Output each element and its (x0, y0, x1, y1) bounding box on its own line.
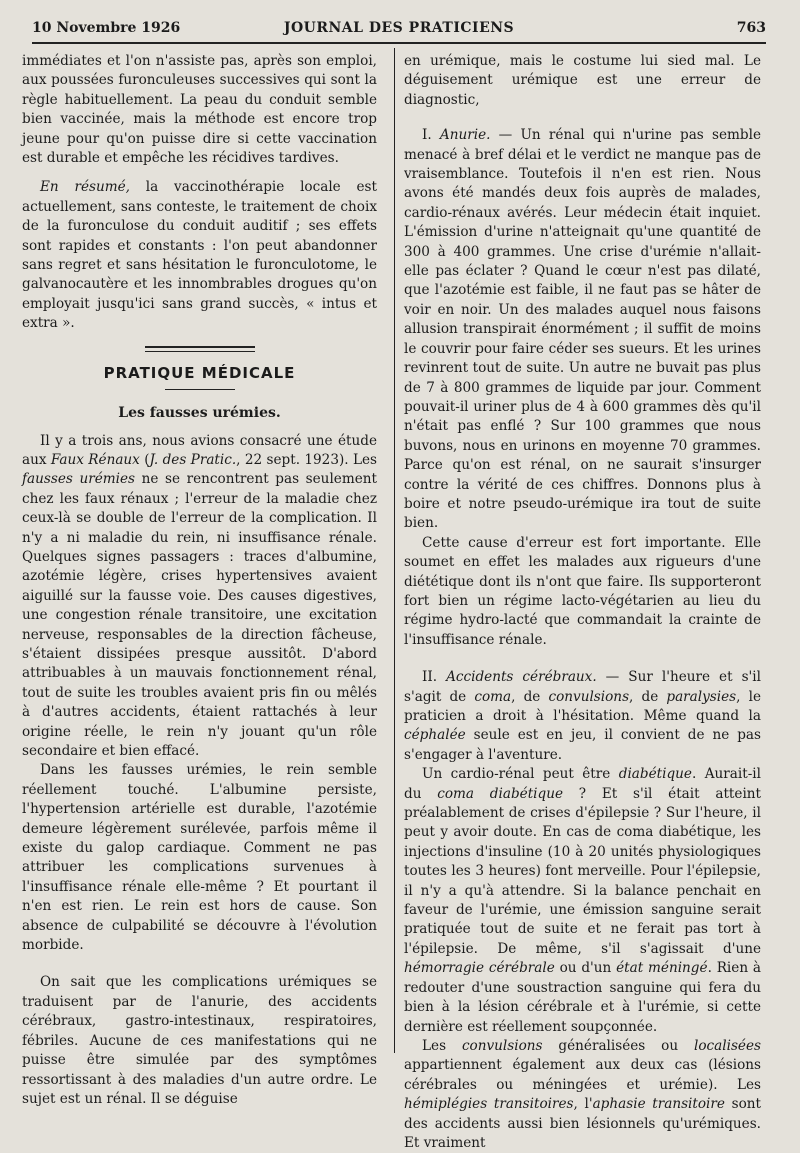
journal-title: JOURNAL DES PRATICIENS (283, 20, 515, 36)
paragraph: Les convulsions généralisées ou localisées appartiennent également aux deux cas (lésions cérébrales ou méningées et urémie). Les hémiplégies transitoires, l'aphasie transitoire sont des accidents aussi bien lésionnels qu'urémiques. Et vraiment (404, 1037, 761, 1151)
header-date: 10 Novembre 1926 (32, 20, 181, 36)
section-separator (145, 346, 255, 352)
column-divider (394, 48, 395, 1053)
page-number: 763 (736, 20, 766, 36)
paragraph: immédiates et l'on n'assiste pas, après son emploi, aux poussées furonculeuses successives qui sont la règle habituellement. La peau du conduit semble bien vaccinée, mais la méthode est encore trop jeune pour qu'on puisse dire si cette vaccination est durable et empêche les récidives tardives. (22, 53, 377, 167)
article-title: Les fausses urémies. (118, 405, 281, 422)
paragraph: I. Anurie. — Un rénal qui n'urine pas semble menacé à bref délai et le verdict ne manque pas de vraisemblance. Toutefois il n'en est rien. Nous avons été mandés deux fois auprès de malades, cardio-rénaux avérés. Leur médecin était inquiet. L'émission d'urine n'atteignait qu'une quantité de 300 à 400 grammes. Une crise d'urémie n'allait-elle pas éclater ? Quand le cœur n'est pas dilaté, que l'azotémie est faible, il ne faut pas se hâter de voir en noir. Un des malades auquel nous faisons allusion transpirait énormément ; il suffit de moins le couvrir pour faire céder ses sueurs. Et les urines revinrent tout de suite. Un autre ne buvait pas plus de 7 à 800 grammes de liquide par jour. Comment pouvait-il uriner plus de 4 à 600 grammes dès qu'il n'était pas enflé ? Sur 100 grammes que nous buvons, nous en urinons en moyenne 70 grammes. Parce qu'on est rénal, on ne saurait s'insurger contre la vérité de ces chiffres. Donnons plus à boire et notre pseudo-urémique ira tout de suite bien. (404, 127, 761, 532)
paragraph: Il y a trois ans, nous avions consacré une étude aux Faux Rénaux (J. des Pratic., 22 sept. 1923). Les fausses urémies ne se rencontrent pas seulement chez les faux rénaux ; l'erreur de la maladie chez ceux-là se double de l'erreur de la complication. Il n'y a ni maladie du rein, ni insuffisance rénale. Quelques signes passagers : traces d'albumine, azotémie légère, crises hypertensives avaient aiguillé sur la fausse voie. Des causes digestives, une congestion rénale transitoire, une excitation nerveuse, responsables de la direction fâcheuse, s'étaient dissipées presque aussitôt. D'abord attribuables à un mauvais fonctionnement rénal, tout de suite les troubles avaient pris fin ou mêlés à d'autres accidents, étaient rattachés à leur origine réelle, le rein n'y jouant qu'un rôle secondaire et bien effacé. (22, 432, 377, 759)
paragraph: Un cardio-rénal peut être diabétique. Aurait-il du coma diabétique ? Et s'il était atteint préalablement de crises d'épilepsie ? Sur l'heure, il peut y avoir doute. En cas de coma diabétique, les injections d'insuline (10 à 20 unités physiologiques toutes les 3 heures) font merveille. Pour l'épilepsie, il n'y a qu'à attendre. Si la balance penchait en faveur de l'urémie, une émission sanguine serait pratiquée tout de suite et ne ferait pas tort à l'épilepsie. De même, s'il s'agissait d'une hémorragie cérébrale ou d'un état méningé. Rien à redouter d'une soustraction sanguine qui fera du bien à la lésion cérébrale et à l'urémie, si cette dernière est réellement soupçonnée. (404, 766, 762, 1035)
paragraph: Cette cause d'erreur est fort importante. Elle soumet en effet les malades aux rigueurs d'une diététique dont ils n'ont que faire. Ils supporteront fort bien un régime lacto-végétarien au lieu du régime hydro-lacté que commandait la crainte de l'insuffisance rénale. (404, 534, 761, 648)
section-underline (165, 389, 235, 390)
paragraph: en urémique, mais le costume lui sied mal. Le déguisement urémique est une erreur de diagnostic, (404, 53, 761, 108)
running-header (32, 20, 766, 44)
paragraph: Dans les fausses urémies, le rein semble réellement touché. L'albumine persiste, l'hypertension artérielle est durable, l'azotémie demeure légèrement surélevée, parfois même il existe du galop cardiaque. Comment ne pas attribuer les complications survenues à l'insuffisance rénale elle-même ? Et pourtant il n'en est rien. Le rein est hors de cause. Son absence de culpabilité se découvre à l'évolution morbide. (22, 762, 377, 954)
section-title: PRATIQUE MÉDICALE (103, 363, 296, 382)
right-column (404, 52, 761, 1153)
paragraph: On sait que les complications urémiques se traduisent par de l'anurie, des accidents cérébraux, gastro-intestinaux, respiratoires, fébriles. Aucune de ces manifestations qui ne puisse être simulée par des symptômes ressortissant à des maladies d'un autre ordre. Le sujet est un rénal. Il se déguise (22, 974, 377, 1107)
paragraph: En résumé, la vaccinothérapie locale est actuellement, sans conteste, le traitement de choix de la furonculose du conduit auditif ; ses effets sont rapides et constants : l'on peut abandonner sans regret et sans hésitation le furonculotome, le galvanocautère et les innombrables drogues qu'on employait jusqu'ici sans grand succès, « intus et extra ». (22, 179, 377, 332)
paragraph: II. Accidents cérébraux. — Sur l'heure et s'il s'agit de coma, de convulsions, de paralysies, le praticien a droit à l'hésitation. Même quand la céphalée seule est en jeu, il convient de ne pas s'engager à l'aventure. (404, 669, 761, 763)
left-column (22, 52, 377, 1109)
